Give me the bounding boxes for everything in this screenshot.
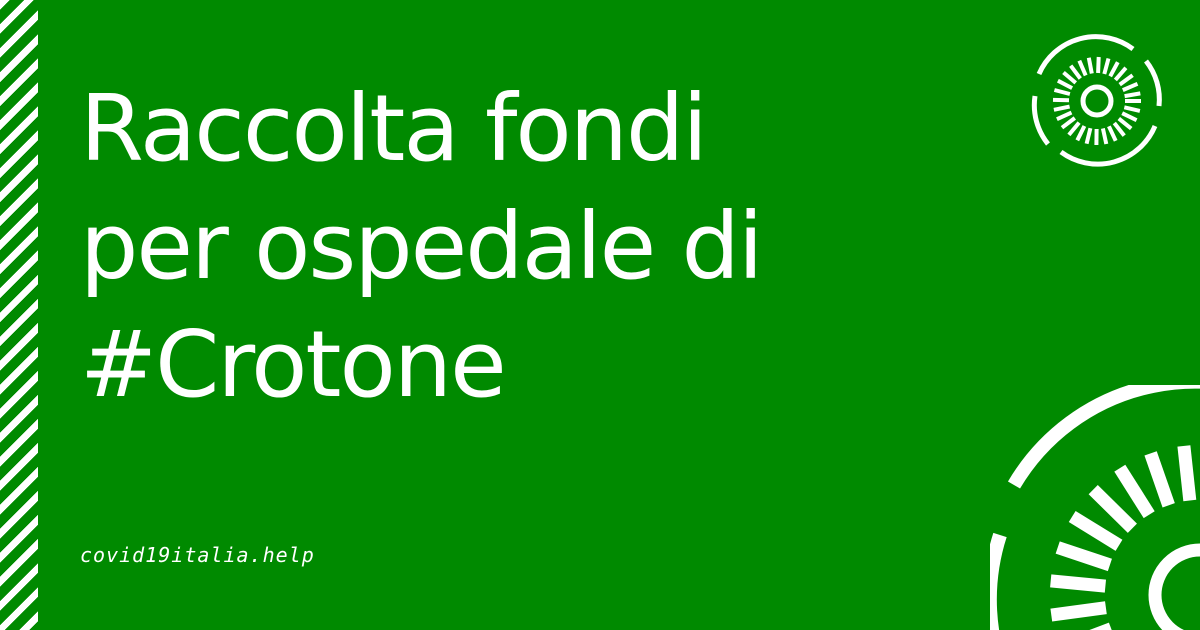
logo-large-outer-arc-left (990, 535, 1008, 630)
logo-ray (1122, 113, 1136, 120)
logo-ray (1054, 90, 1070, 94)
logo-ray (1109, 126, 1116, 141)
logo-ray (1123, 84, 1138, 90)
logo-ray (1103, 128, 1106, 144)
logo-ray (1064, 73, 1076, 83)
logo-icon-large (990, 385, 1200, 630)
logo-ray (1115, 68, 1126, 80)
logo-ray (1110, 62, 1118, 76)
diagonal-stripe-band (0, 0, 38, 630)
logo-ray (1093, 490, 1132, 529)
logo-large-inner-rays (1051, 446, 1200, 630)
logo-ray (1054, 107, 1070, 110)
logo-ray (1072, 517, 1119, 546)
logo-outer-arc-bottom (1061, 126, 1155, 164)
logo-outer-arc-left (1034, 96, 1048, 144)
logo-ray (1089, 58, 1092, 74)
logo-large-outer-arc-top (1014, 385, 1200, 485)
logo-ray (1098, 57, 1099, 73)
logo-ray (1058, 548, 1110, 565)
logo-ray (1051, 581, 1106, 586)
logo-center-ring (1083, 87, 1111, 115)
logo-ray (1087, 128, 1091, 144)
logo-ray (1058, 81, 1072, 88)
logo-large-center-ring (1155, 550, 1200, 630)
logo-ray (1104, 59, 1108, 75)
logo-outer-arc-right (1146, 61, 1159, 106)
logo-ray (1051, 608, 1106, 615)
headline (80, 70, 761, 424)
logo-ray (1125, 93, 1141, 96)
logo-ray (1057, 113, 1072, 120)
logo-ray (1124, 107, 1140, 111)
logo-ray (1151, 453, 1169, 505)
logo-ray (1120, 75, 1133, 84)
headline-line-3: #Crotone (80, 311, 505, 418)
logo-ray (1079, 61, 1085, 76)
logo-ray (1062, 118, 1075, 128)
site-url: covid19italia.help (80, 543, 315, 567)
logo-ray (1069, 123, 1079, 135)
logo-icon (1022, 26, 1172, 176)
logo-ray (1077, 126, 1084, 140)
headline-line-1: Raccolta fondi (80, 75, 706, 182)
logo-ray (1071, 66, 1081, 79)
logo-ray (1119, 119, 1131, 129)
logo-ray (1184, 446, 1190, 501)
headline-line-2: per ospedale di (80, 193, 762, 300)
logo-ray (1114, 123, 1124, 136)
logo-outer-arc-top (1039, 37, 1133, 74)
logo-inner-rays (1053, 57, 1141, 145)
logo-ray (1120, 468, 1149, 515)
